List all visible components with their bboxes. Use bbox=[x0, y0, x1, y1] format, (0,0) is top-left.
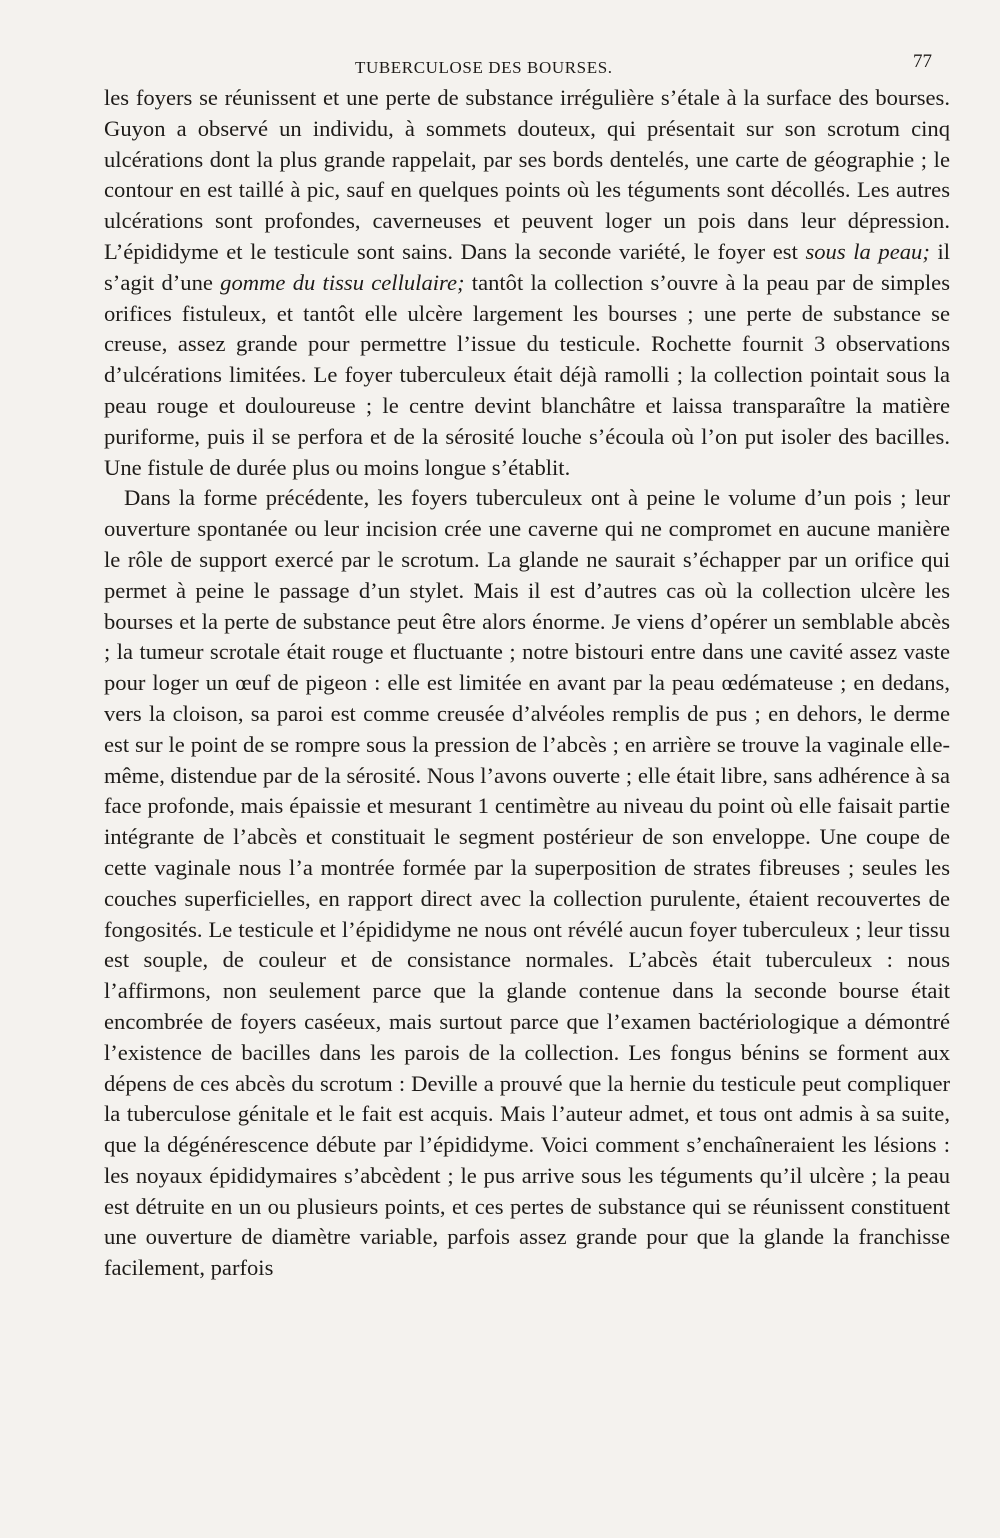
text-segment: il s’agit d’une bbox=[104, 238, 950, 295]
running-head bbox=[0, 51, 1000, 86]
text-segment: tantôt la collection s’ouvre à la peau par de simples orifices fistuleux, et tantôt elle ulcère largement les bourses ; une perte de substance se creuse, assez grande pour permettre l’issue du testicule. Rochette fournit 3 observations d’ulcérations limitées. Le foyer tuberculeux était déjà ramolli ; la collection pointait sous la peau rouge et douloureuse ; le centre devint blanchâtre et laissa transparaître la matière puriforme, puis il se perfora et de la sérosité louche s’écoula où l’on put isoler des bacilles. Une fistule de durée plus ou moins longue s’établit. bbox=[104, 269, 950, 480]
running-head-title: TUBERCULOSE DES BOURSES. bbox=[355, 58, 613, 77]
paragraph bbox=[104, 483, 950, 1284]
body-text bbox=[104, 83, 950, 1284]
italic-phrase: sous la peau; bbox=[805, 238, 930, 264]
page-number: 77 bbox=[913, 51, 932, 72]
text-segment: les foyers se réunissent et une perte de substance irrégulière s’étale à la surface des bourses. Guyon a observé un individu, à sommets douteux, qui présentait sur son scrotum cinq ulcérations dont la plus grande rappelait, par ses bords dentelés, une carte de géographie ; le contour en est taillé à pic, sauf en quelques points où les téguments sont décollés. Les autres ulcérations sont profondes, caverneuses et peuvent loger un pois dans leur dépression. L’épididyme et le testicule sont sains. Dans la seconde variété, le foyer est bbox=[104, 85, 950, 264]
italic-phrase: gomme du tissu cellulaire; bbox=[220, 269, 465, 295]
text-segment: Dans la forme précédente, les foyers tuberculeux ont à peine le volume d’un pois ; leur ouverture spontanée ou leur incision crée une caverne qui ne compromet en aucune manière le rôle de support exercé par le scrotum. La glande ne saurait s’échapper par un orifice qui permet à peine le passage d’un stylet. Mais il est d’autres cas où la collection ulcère les bourses et la perte de substance peut être alors énorme. Je viens d’opérer un semblable abcès ; la tumeur scrotale était rouge et fluctuante ; notre bistouri entre dans une cavité assez vaste pour loger un œuf de pigeon : elle est limitée en avant par la peau œdémateuse ; en dedans, vers la cloison, sa paroi est comme creusée d’alvéoles remplis de pus ; en dehors, le derme est sur le point de se rompre sous la pression de l’abcès ; en arrière se trouve la vaginale elle-même, distendue par de la sérosité. Nous l’avons ouverte ; elle était libre, sans adhérence à sa face profonde, mais épaissie et mesurant 1 centimètre au niveau du point où elle faisait partie intégrante de l’abcès et constituait le segment postérieur de son enveloppe. Une coupe de cette vaginale nous l’a montrée formée par la superposition de strates fibreuses ; seules les couches superficielles, en rapport direct avec la collection purulente, étaient recouvertes de fongosités. Le testicule et l’épididyme ne nous ont révélé aucun foyer tuberculeux ; leur tissu est souple, de couleur et de consistance normales. L’abcès était tuberculeux : nous l’affirmons, non seulement parce que la glande contenue dans la seconde bourse était encombrée de foyers caséeux, mais surtout parce que l’examen bactériologique a démontré l’existence de bacilles dans les parois de la collection. Les fongus bénins se forment aux dépens de ces abcès du scrotum : Deville a prouvé que la hernie du testicule peut compliquer la tuberculose génitale et le fait est acquis. Mais l’auteur admet, et tous ont admis à sa suite, que la dégénérescence débute par l’épididyme. Voici comment s’enchaîneraient les lésions : les noyaux épididymaires s’abcèdent ; le pus arrive sous les téguments qu’il ulcère ; la peau est détruite en un ou plusieurs points, et ces pertes de substance qui se réunissent constituent une ouverture de diamètre variable, parfois assez grande pour que la glande la franchisse facilement, parfois bbox=[104, 485, 950, 1281]
paragraph bbox=[104, 83, 950, 483]
